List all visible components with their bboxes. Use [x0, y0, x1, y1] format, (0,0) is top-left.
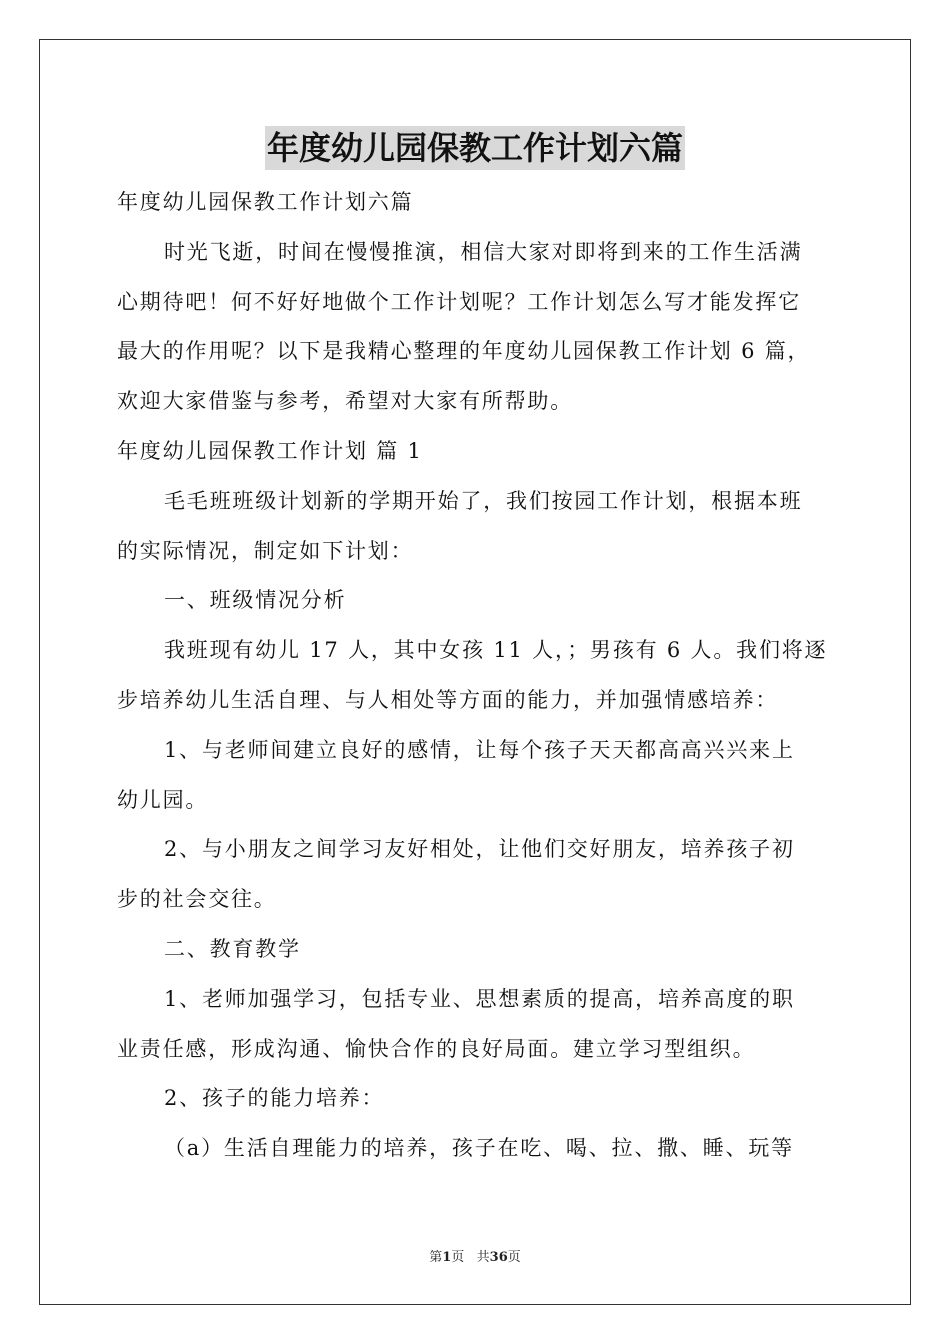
text-line: 步培养幼儿生活自理、与人相处等方面的能力，并加强情感培养： [117, 687, 779, 712]
text-line: 1、老师加强学习，包括专业、思想素质的提高，培养高度的职 [164, 986, 795, 1011]
footer-prefix: 第 [429, 1250, 443, 1265]
current-page-number: 1 [442, 1250, 452, 1265]
footer-page-suffix: 页 共 [451, 1250, 490, 1265]
text-line: 1、与老师间建立良好的感情，让每个孩子天天都高高兴兴来上 [164, 737, 795, 762]
text-line: 毛毛班班级计划新的学期开始了，我们按园工作计划，根据本班 [164, 488, 803, 513]
text-line: 时光飞逝，时间在慢慢推演，相信大家对即将到来的工作生活满 [164, 239, 803, 264]
text-line: 年度幼儿园保教工作计划六篇 [117, 190, 414, 214]
text-line: 的实际情况，制定如下计划： [117, 538, 414, 563]
document-title: 年度幼儿园保教工作计划六篇 [265, 126, 685, 170]
document-body [117, 178, 837, 1174]
text-line: 2、与小朋友之间学习友好相处，让他们交好朋友，培养孩子初 [164, 837, 795, 862]
footer-total-suffix: 页 [507, 1250, 521, 1265]
text-line: 一、班级情况分析 [164, 588, 347, 613]
text-line: 业责任感，形成沟通、愉快合作的良好局面。建立学习型组织。 [117, 1036, 756, 1061]
text-line: 幼儿园。 [117, 787, 209, 812]
text-line: 我班现有幼儿 17 人，其中女孩 11 人，；男孩有 6 人。我们将逐 [164, 638, 828, 663]
text-line: 年度幼儿园保教工作计划 篇 1 [117, 438, 423, 463]
text-line: 心期待吧！何不好好地做个工作计划呢？工作计划怎么写才能发挥它 [117, 289, 801, 314]
text-line: 二、教育教学 [164, 936, 301, 961]
text-line: 2、孩子的能力培养： [164, 1086, 385, 1111]
total-page-count: 36 [489, 1250, 508, 1265]
text-line: 欢迎大家借鉴与参考，希望对大家有所帮助。 [117, 389, 573, 414]
page-footer [0, 1246, 950, 1265]
text-line: （a）生活自理能力的培养，孩子在吃、喝、拉、撒、睡、玩等 [164, 1136, 794, 1161]
title-container [0, 126, 950, 170]
text-line: 最大的作用呢？以下是我精心整理的年度幼儿园保教工作计划 6 篇， [117, 339, 811, 364]
text-line: 步的社会交往。 [117, 887, 277, 912]
